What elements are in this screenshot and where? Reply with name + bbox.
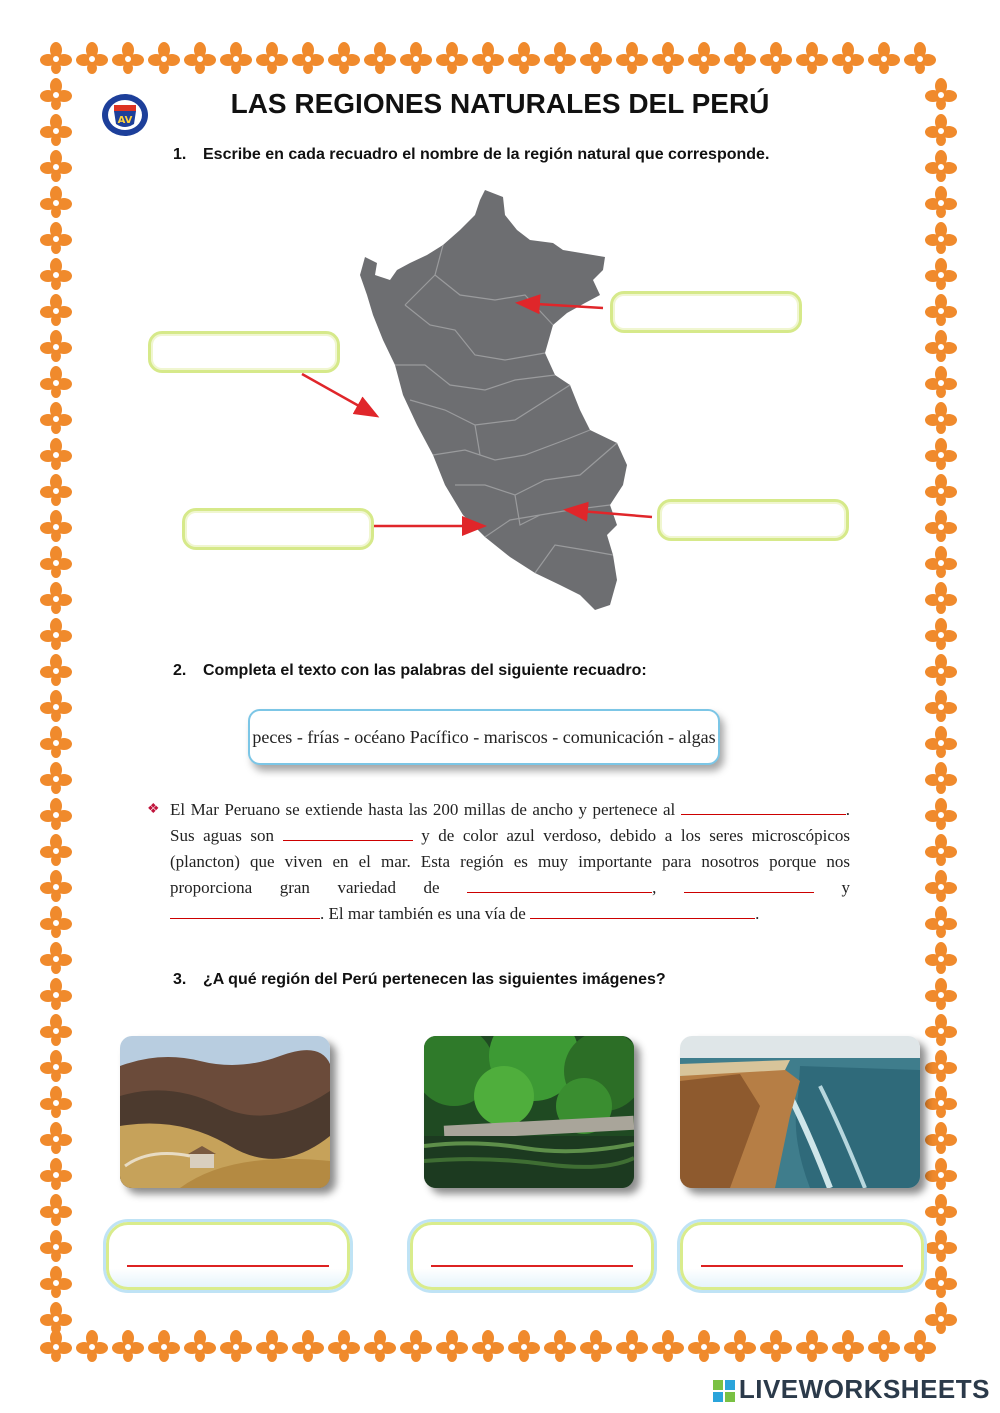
border-flower-icon: [40, 870, 72, 902]
border-flower-icon: [76, 1330, 108, 1362]
border-flower-icon: [925, 870, 957, 902]
border-flower-icon: [328, 1330, 360, 1362]
answer-box-4[interactable]: [657, 499, 849, 541]
paragraph-text: ,: [652, 878, 657, 897]
border-flower-icon: [904, 1330, 936, 1362]
question-number: 3.: [173, 971, 187, 988]
border-flower-icon: [40, 762, 72, 794]
question-text: Completa el texto con las palabras del siguiente recuadro:: [203, 662, 647, 679]
page-title: LAS REGIONES NATURALES DEL PERÚ: [230, 88, 770, 119]
border-flower-icon: [868, 1330, 900, 1362]
diamond-bullet-icon: ❖: [147, 800, 160, 816]
border-flower-icon: [40, 798, 72, 830]
paragraph-text: El Mar Peruano se extiende hasta las 200 millas de ancho y pertenece al: [170, 800, 676, 819]
paragraph-text: . El mar también es una vía de: [320, 904, 526, 923]
border-flower-icon: [925, 726, 957, 758]
answer-line: [431, 1265, 633, 1267]
answer-box-image-3[interactable]: [680, 1222, 924, 1290]
border-flower-icon: [40, 1050, 72, 1082]
border-flower-icon: [925, 1158, 957, 1190]
border-flower-icon: [796, 1330, 828, 1362]
border-flower-icon: [40, 978, 72, 1010]
border-flower-icon: [760, 1330, 792, 1362]
border-flower-icon: [40, 1086, 72, 1118]
answer-box-3[interactable]: [182, 508, 374, 550]
question-number: 1.: [173, 146, 187, 163]
border-flower-icon: [925, 1302, 957, 1334]
border-flower-icon: [925, 1266, 957, 1298]
border-flower-icon: [40, 1330, 72, 1362]
border-flower-icon: [40, 942, 72, 974]
fill-in-paragraph: [170, 797, 850, 927]
border-flower-icon: [925, 762, 957, 794]
paragraph-text: y de color azul verdoso, debido a los seres microscópicos (plancton) que viven en el mar. Esta región es muy importante para nosotros porque nos proporciona gran variedad de: [170, 826, 850, 897]
border-flower-icon: [580, 1330, 612, 1362]
border-flower-icon: [925, 1230, 957, 1262]
border-flower-icon: [925, 906, 957, 938]
liveworksheets-logo: [713, 1374, 990, 1405]
answer-line: [701, 1265, 903, 1267]
answer-box-image-2[interactable]: [410, 1222, 654, 1290]
border-flower-icon: [184, 1330, 216, 1362]
answer-box-1[interactable]: [610, 291, 802, 333]
border-flower-icon: [40, 1158, 72, 1190]
border-flower-icon: [508, 1330, 540, 1362]
border-flower-icon: [616, 1330, 648, 1362]
word-bank: [248, 709, 720, 765]
border-flower-icon: [652, 1330, 684, 1362]
border-flower-icon: [148, 1330, 180, 1362]
blank-3[interactable]: [467, 878, 652, 893]
blank-4[interactable]: [684, 878, 814, 893]
question-number: 2.: [173, 662, 187, 679]
border-flower-icon: [925, 1086, 957, 1118]
brand-text: LIVEWORKSHEETS: [738, 1374, 990, 1404]
border-flower-icon: [40, 1014, 72, 1046]
border-flower-icon: [40, 1302, 72, 1334]
border-flower-icon: [925, 798, 957, 830]
border-flower-icon: [724, 1330, 756, 1362]
blank-2[interactable]: [283, 826, 413, 841]
question-text: ¿A qué región del Perú pertenecen las siguientes imágenes?: [203, 971, 666, 988]
border-flower-icon: [544, 1330, 576, 1362]
border-flower-icon: [925, 834, 957, 866]
arrow-costa: [302, 374, 375, 415]
question-text: Escribe en cada recuadro el nombre de la región natural que corresponde.: [203, 146, 770, 163]
border-flower-icon: [40, 834, 72, 866]
border-flower-icon: [220, 1330, 252, 1362]
answer-box-2[interactable]: [148, 331, 340, 373]
photo-sierra: [120, 1036, 330, 1188]
border-flower-icon: [925, 1122, 957, 1154]
border-flower-icon: [925, 1050, 957, 1082]
arrow-selva: [520, 303, 603, 308]
border-flower-icon: [40, 906, 72, 938]
blank-6[interactable]: [530, 904, 755, 919]
blank-5[interactable]: [170, 904, 320, 919]
border-flower-icon: [40, 1266, 72, 1298]
border-flower-icon: [436, 1330, 468, 1362]
border-flower-icon: [925, 1014, 957, 1046]
border-flower-icon: [472, 1330, 504, 1362]
border-flower-icon: [925, 942, 957, 974]
answer-box-image-1[interactable]: [106, 1222, 350, 1290]
question-3: [173, 971, 666, 989]
border-flower-icon: [925, 1194, 957, 1226]
blank-1[interactable]: [681, 800, 846, 815]
logo-text: AV: [117, 115, 133, 126]
paragraph-text: . Sus aguas son: [170, 800, 851, 845]
border-flower-icon: [40, 726, 72, 758]
border-flower-icon: [292, 1330, 324, 1362]
border-flower-icon: [40, 1230, 72, 1262]
answer-line: [127, 1265, 329, 1267]
border-flower-icon: [40, 1122, 72, 1154]
photo-selva: [424, 1036, 634, 1188]
question-2: [173, 662, 647, 680]
word-bank-text: peces - frías - océano Pacífico - mariscos - comunicación - algas: [252, 726, 716, 747]
border-flower-icon: [364, 1330, 396, 1362]
border-flower-icon: [40, 1194, 72, 1226]
border-flower-icon: [400, 1330, 432, 1362]
arrow-sierra: [568, 510, 652, 517]
border-flower-icon: [112, 1330, 144, 1362]
border-flower-icon: [925, 978, 957, 1010]
paragraph-text: .: [755, 904, 760, 923]
photo-costa: [680, 1036, 920, 1188]
border-flower-icon: [256, 1330, 288, 1362]
paragraph-text: y: [841, 878, 851, 897]
liveworksheets-icon: [713, 1380, 735, 1402]
border-flower-icon: [688, 1330, 720, 1362]
border-flower-icon: [832, 1330, 864, 1362]
